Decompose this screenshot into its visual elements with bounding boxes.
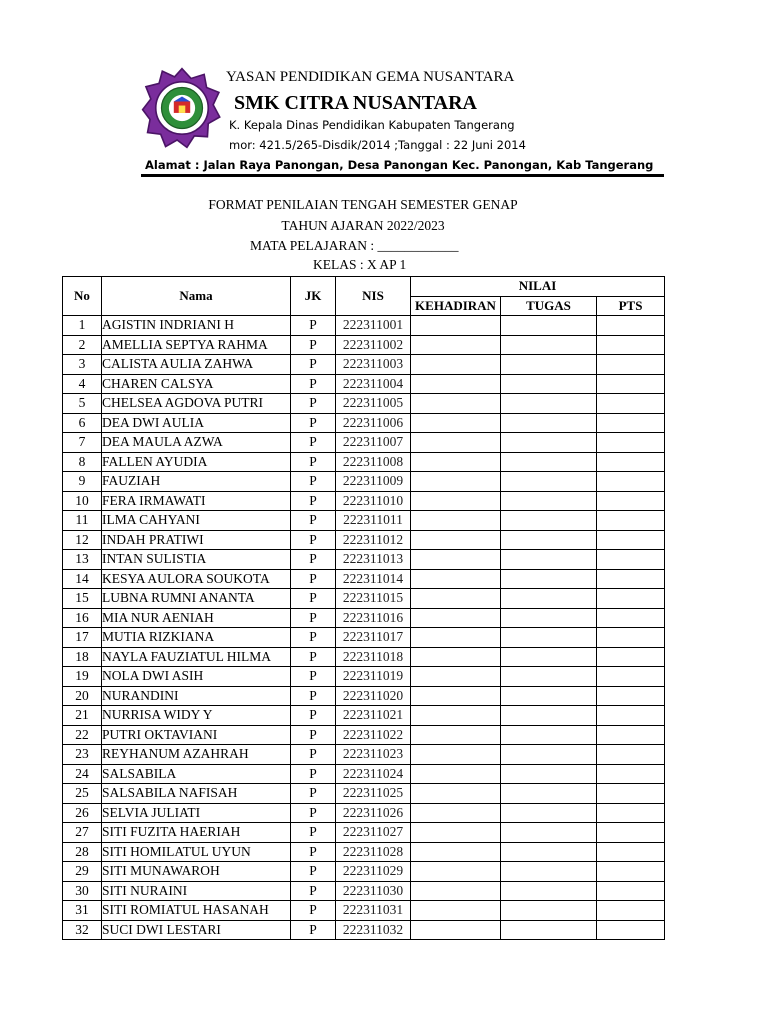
student-name: NOLA DWI ASIH — [102, 667, 291, 687]
pts-cell[interactable] — [597, 784, 665, 804]
tugas-cell[interactable] — [501, 764, 597, 784]
row-number: 5 — [63, 394, 102, 414]
tugas-cell[interactable] — [501, 394, 597, 414]
table-row — [63, 394, 665, 414]
kehadiran-cell[interactable] — [411, 862, 501, 882]
foundation-name: YASAN PENDIDIKAN GEMA NUSANTARA — [226, 69, 515, 85]
school-logo-icon — [141, 67, 223, 149]
student-nis: 222311022 — [336, 725, 411, 745]
student-gender: P — [291, 803, 336, 823]
row-number: 32 — [63, 920, 102, 940]
kehadiran-cell[interactable] — [411, 335, 501, 355]
tugas-cell[interactable] — [501, 589, 597, 609]
kehadiran-cell[interactable] — [411, 628, 501, 648]
header-divider — [141, 174, 664, 177]
row-number: 1 — [63, 316, 102, 336]
student-nis: 222311026 — [336, 803, 411, 823]
tugas-cell[interactable] — [501, 472, 597, 492]
table-row — [63, 745, 665, 765]
student-name: SITI ROMIATUL HASANAH — [102, 901, 291, 921]
student-nis: 222311012 — [336, 530, 411, 550]
student-name: ILMA CAHYANI — [102, 511, 291, 531]
student-nis: 222311032 — [336, 920, 411, 940]
table-row — [63, 920, 665, 940]
pts-cell[interactable] — [597, 920, 665, 940]
subject-line: MATA PELAJARAN : ____________ — [250, 238, 459, 253]
pts-cell[interactable] — [597, 647, 665, 667]
pts-cell[interactable] — [597, 413, 665, 433]
student-name: FERA IRMAWATI — [102, 491, 291, 511]
student-name: REYHANUM AZAHRAH — [102, 745, 291, 765]
kehadiran-cell[interactable] — [411, 803, 501, 823]
table-row — [63, 706, 665, 726]
tugas-cell[interactable] — [501, 803, 597, 823]
kehadiran-cell[interactable] — [411, 901, 501, 921]
row-number: 3 — [63, 355, 102, 375]
student-nis: 222311024 — [336, 764, 411, 784]
kehadiran-cell[interactable] — [411, 530, 501, 550]
decree-number-line: mor: 421.5/265-Disdik/2014 ;Tanggal : 22 Juni 2014 — [229, 138, 526, 152]
kehadiran-cell[interactable] — [411, 608, 501, 628]
row-number: 26 — [63, 803, 102, 823]
student-nis: 222311004 — [336, 374, 411, 394]
student-gender: P — [291, 823, 336, 843]
student-name: SITI MUNAWAROH — [102, 862, 291, 882]
grades-table — [62, 276, 665, 940]
student-gender: P — [291, 316, 336, 336]
kehadiran-cell[interactable] — [411, 569, 501, 589]
row-number: 17 — [63, 628, 102, 648]
pts-cell[interactable] — [597, 530, 665, 550]
row-number: 18 — [63, 647, 102, 667]
student-nis: 222311015 — [336, 589, 411, 609]
academic-year: TAHUN AJARAN 2022/2023 — [281, 218, 445, 233]
tugas-cell[interactable] — [501, 511, 597, 531]
student-nis: 222311029 — [336, 862, 411, 882]
student-name: CHELSEA AGDOVA PUTRI — [102, 394, 291, 414]
kehadiran-cell[interactable] — [411, 316, 501, 336]
student-gender: P — [291, 530, 336, 550]
student-gender: P — [291, 725, 336, 745]
kehadiran-cell[interactable] — [411, 472, 501, 492]
student-gender: P — [291, 433, 336, 453]
kehadiran-cell[interactable] — [411, 413, 501, 433]
student-gender: P — [291, 472, 336, 492]
student-name: CALISTA AULIA ZAHWA — [102, 355, 291, 375]
student-name: SELVIA JULIATI — [102, 803, 291, 823]
pts-cell[interactable] — [597, 725, 665, 745]
table-row — [63, 764, 665, 784]
student-gender: P — [291, 764, 336, 784]
pts-cell[interactable] — [597, 491, 665, 511]
row-number: 31 — [63, 901, 102, 921]
table-row — [63, 511, 665, 531]
student-gender: P — [291, 355, 336, 375]
student-name: SALSABILA — [102, 764, 291, 784]
pts-cell[interactable] — [597, 569, 665, 589]
row-number: 20 — [63, 686, 102, 706]
student-name: MUTIA RIZKIANA — [102, 628, 291, 648]
row-number: 2 — [63, 335, 102, 355]
table-row — [63, 530, 665, 550]
header-nama: Nama — [102, 277, 291, 316]
table-row — [63, 862, 665, 882]
pts-cell[interactable] — [597, 433, 665, 453]
tugas-cell[interactable] — [501, 667, 597, 687]
row-number: 12 — [63, 530, 102, 550]
tugas-cell[interactable] — [501, 530, 597, 550]
student-nis: 222311019 — [336, 667, 411, 687]
kehadiran-cell[interactable] — [411, 706, 501, 726]
pts-cell[interactable] — [597, 901, 665, 921]
kehadiran-cell[interactable] — [411, 920, 501, 940]
header-no: No — [63, 277, 102, 316]
kehadiran-cell[interactable] — [411, 842, 501, 862]
kehadiran-cell[interactable] — [411, 394, 501, 414]
student-name: NURRISA WIDY Y — [102, 706, 291, 726]
pts-cell[interactable] — [597, 511, 665, 531]
student-nis: 222311031 — [336, 901, 411, 921]
student-gender: P — [291, 413, 336, 433]
kehadiran-cell[interactable] — [411, 433, 501, 453]
header-jk: JK — [291, 277, 336, 316]
student-name: AMELLIA SEPTYA RAHMA — [102, 335, 291, 355]
student-nis: 222311027 — [336, 823, 411, 843]
student-gender: P — [291, 842, 336, 862]
tugas-cell[interactable] — [501, 569, 597, 589]
pts-cell[interactable] — [597, 374, 665, 394]
tugas-cell[interactable] — [501, 862, 597, 882]
table-row — [63, 452, 665, 472]
row-number: 25 — [63, 784, 102, 804]
student-name: AGISTIN INDRIANI H — [102, 316, 291, 336]
row-number: 19 — [63, 667, 102, 687]
tugas-cell[interactable] — [501, 374, 597, 394]
table-row — [63, 433, 665, 453]
tugas-cell[interactable] — [501, 316, 597, 336]
student-nis: 222311023 — [336, 745, 411, 765]
table-row — [63, 686, 665, 706]
header-tugas: TUGAS — [501, 296, 597, 316]
row-number: 27 — [63, 823, 102, 843]
header-nilai: NILAI — [411, 277, 665, 297]
student-nis: 222311021 — [336, 706, 411, 726]
student-name: SUCI DWI LESTARI — [102, 920, 291, 940]
row-number: 22 — [63, 725, 102, 745]
student-nis: 222311001 — [336, 316, 411, 336]
tugas-cell[interactable] — [501, 433, 597, 453]
row-number: 21 — [63, 706, 102, 726]
tugas-cell[interactable] — [501, 745, 597, 765]
row-number: 8 — [63, 452, 102, 472]
student-gender: P — [291, 862, 336, 882]
student-nis: 222311003 — [336, 355, 411, 375]
pts-cell[interactable] — [597, 881, 665, 901]
tugas-cell[interactable] — [501, 608, 597, 628]
pts-cell[interactable] — [597, 745, 665, 765]
table-row — [63, 316, 665, 336]
student-gender: P — [291, 608, 336, 628]
kehadiran-cell[interactable] — [411, 491, 501, 511]
table-row — [63, 823, 665, 843]
pts-cell[interactable] — [597, 316, 665, 336]
header-pts: PTS — [597, 296, 665, 316]
tugas-cell[interactable] — [501, 842, 597, 862]
student-name: DEA DWI AULIA — [102, 413, 291, 433]
row-number: 7 — [63, 433, 102, 453]
row-number: 24 — [63, 764, 102, 784]
student-nis: 222311005 — [336, 394, 411, 414]
pts-cell[interactable] — [597, 686, 665, 706]
kehadiran-cell[interactable] — [411, 550, 501, 570]
table-row — [63, 667, 665, 687]
pts-cell[interactable] — [597, 803, 665, 823]
pts-cell[interactable] — [597, 608, 665, 628]
row-number: 28 — [63, 842, 102, 862]
student-name: NURANDINI — [102, 686, 291, 706]
student-nis: 222311009 — [336, 472, 411, 492]
student-gender: P — [291, 667, 336, 687]
tugas-cell[interactable] — [501, 335, 597, 355]
student-nis: 222311006 — [336, 413, 411, 433]
student-nis: 222311008 — [336, 452, 411, 472]
kehadiran-cell[interactable] — [411, 355, 501, 375]
table-row — [63, 647, 665, 667]
student-gender: P — [291, 647, 336, 667]
header-nis: NIS — [336, 277, 411, 316]
student-gender: P — [291, 550, 336, 570]
table-row — [63, 413, 665, 433]
header-kehadiran: KEHADIRAN — [411, 296, 501, 316]
tugas-cell[interactable] — [501, 355, 597, 375]
student-name: SALSABILA NAFISAH — [102, 784, 291, 804]
table-row — [63, 569, 665, 589]
student-nis: 222311016 — [336, 608, 411, 628]
tugas-cell[interactable] — [501, 901, 597, 921]
pts-cell[interactable] — [597, 842, 665, 862]
row-number: 6 — [63, 413, 102, 433]
pts-cell[interactable] — [597, 862, 665, 882]
row-number: 23 — [63, 745, 102, 765]
row-number: 15 — [63, 589, 102, 609]
kehadiran-cell[interactable] — [411, 881, 501, 901]
kehadiran-cell[interactable] — [411, 686, 501, 706]
table-row — [63, 608, 665, 628]
student-name: LUBNA RUMNI ANANTA — [102, 589, 291, 609]
kehadiran-cell[interactable] — [411, 511, 501, 531]
student-nis: 222311011 — [336, 511, 411, 531]
kehadiran-cell[interactable] — [411, 667, 501, 687]
student-nis: 222311020 — [336, 686, 411, 706]
tugas-cell[interactable] — [501, 452, 597, 472]
student-name: KESYA AULORA SOUKOTA — [102, 569, 291, 589]
student-name: SITI NURAINI — [102, 881, 291, 901]
student-name: FALLEN AYUDIA — [102, 452, 291, 472]
tugas-cell[interactable] — [501, 550, 597, 570]
student-gender: P — [291, 901, 336, 921]
pts-cell[interactable] — [597, 550, 665, 570]
tugas-cell[interactable] — [501, 628, 597, 648]
student-nis: 222311030 — [336, 881, 411, 901]
table-row — [63, 335, 665, 355]
school-address: Alamat : Jalan Raya Panongan, Desa Panongan Kec. Panongan, Kab Tangerang — [145, 158, 654, 172]
student-name: DEA MAULA AZWA — [102, 433, 291, 453]
row-number: 14 — [63, 569, 102, 589]
student-name: PUTRI OKTAVIANI — [102, 725, 291, 745]
table-row — [63, 725, 665, 745]
pts-cell[interactable] — [597, 394, 665, 414]
kehadiran-cell[interactable] — [411, 374, 501, 394]
student-gender: P — [291, 745, 336, 765]
student-gender: P — [291, 569, 336, 589]
pts-cell[interactable] — [597, 355, 665, 375]
student-name: FAUZIAH — [102, 472, 291, 492]
pts-cell[interactable] — [597, 628, 665, 648]
table-row — [63, 355, 665, 375]
student-name: SITI HOMILATUL UYUN — [102, 842, 291, 862]
tugas-cell[interactable] — [501, 706, 597, 726]
pts-cell[interactable] — [597, 823, 665, 843]
student-name: NAYLA FAUZIATUL HILMA — [102, 647, 291, 667]
tugas-cell[interactable] — [501, 725, 597, 745]
kehadiran-cell[interactable] — [411, 823, 501, 843]
kehadiran-cell[interactable] — [411, 589, 501, 609]
document-title: FORMAT PENILAIAN TENGAH SEMESTER GENAP — [208, 197, 518, 212]
table-row — [63, 374, 665, 394]
table-row — [63, 628, 665, 648]
student-name: MIA NUR AENIAH — [102, 608, 291, 628]
row-number: 11 — [63, 511, 102, 531]
kehadiran-cell[interactable] — [411, 784, 501, 804]
student-nis: 222311025 — [336, 784, 411, 804]
table-row — [63, 550, 665, 570]
student-nis: 222311014 — [336, 569, 411, 589]
student-gender: P — [291, 394, 336, 414]
student-gender: P — [291, 335, 336, 355]
class-line: KELAS : X AP 1 — [313, 257, 407, 272]
pts-cell[interactable] — [597, 667, 665, 687]
student-gender: P — [291, 491, 336, 511]
row-number: 16 — [63, 608, 102, 628]
student-gender: P — [291, 686, 336, 706]
tugas-cell[interactable] — [501, 491, 597, 511]
row-number: 30 — [63, 881, 102, 901]
student-gender: P — [291, 920, 336, 940]
row-number: 4 — [63, 374, 102, 394]
row-number: 13 — [63, 550, 102, 570]
student-gender: P — [291, 784, 336, 804]
table-row — [63, 842, 665, 862]
table-row — [63, 589, 665, 609]
table-row — [63, 803, 665, 823]
student-name: INTAN SULISTIA — [102, 550, 291, 570]
tugas-cell[interactable] — [501, 920, 597, 940]
kehadiran-cell[interactable] — [411, 647, 501, 667]
student-gender: P — [291, 881, 336, 901]
row-number: 10 — [63, 491, 102, 511]
kehadiran-cell[interactable] — [411, 725, 501, 745]
table-row — [63, 881, 665, 901]
pts-cell[interactable] — [597, 764, 665, 784]
student-nis: 222311018 — [336, 647, 411, 667]
school-name: SMK CITRA NUSANTARA — [234, 92, 477, 114]
student-name: CHAREN CALSYA — [102, 374, 291, 394]
student-gender: P — [291, 374, 336, 394]
tugas-cell[interactable] — [501, 784, 597, 804]
student-name: SITI FUZITA HAERIAH — [102, 823, 291, 843]
kehadiran-cell[interactable] — [411, 452, 501, 472]
table-row — [63, 472, 665, 492]
kehadiran-cell[interactable] — [411, 745, 501, 765]
pts-cell[interactable] — [597, 589, 665, 609]
student-nis: 222311010 — [336, 491, 411, 511]
table-row — [63, 901, 665, 921]
row-number: 9 — [63, 472, 102, 492]
row-number: 29 — [63, 862, 102, 882]
tugas-cell[interactable] — [501, 686, 597, 706]
tugas-cell[interactable] — [501, 881, 597, 901]
student-nis: 222311007 — [336, 433, 411, 453]
kehadiran-cell[interactable] — [411, 764, 501, 784]
student-name: INDAH PRATIWI — [102, 530, 291, 550]
tugas-cell[interactable] — [501, 413, 597, 433]
student-gender: P — [291, 589, 336, 609]
student-gender: P — [291, 628, 336, 648]
student-nis: 222311013 — [336, 550, 411, 570]
tugas-cell[interactable] — [501, 647, 597, 667]
pts-cell[interactable] — [597, 335, 665, 355]
pts-cell[interactable] — [597, 706, 665, 726]
student-nis: 222311017 — [336, 628, 411, 648]
student-gender: P — [291, 452, 336, 472]
student-nis: 222311028 — [336, 842, 411, 862]
decree-line: K. Kepala Dinas Pendidikan Kabupaten Tangerang — [229, 118, 515, 132]
tugas-cell[interactable] — [501, 823, 597, 843]
student-gender: P — [291, 706, 336, 726]
pts-cell[interactable] — [597, 452, 665, 472]
student-gender: P — [291, 511, 336, 531]
table-row — [63, 784, 665, 804]
student-nis: 222311002 — [336, 335, 411, 355]
pts-cell[interactable] — [597, 472, 665, 492]
table-row — [63, 491, 665, 511]
